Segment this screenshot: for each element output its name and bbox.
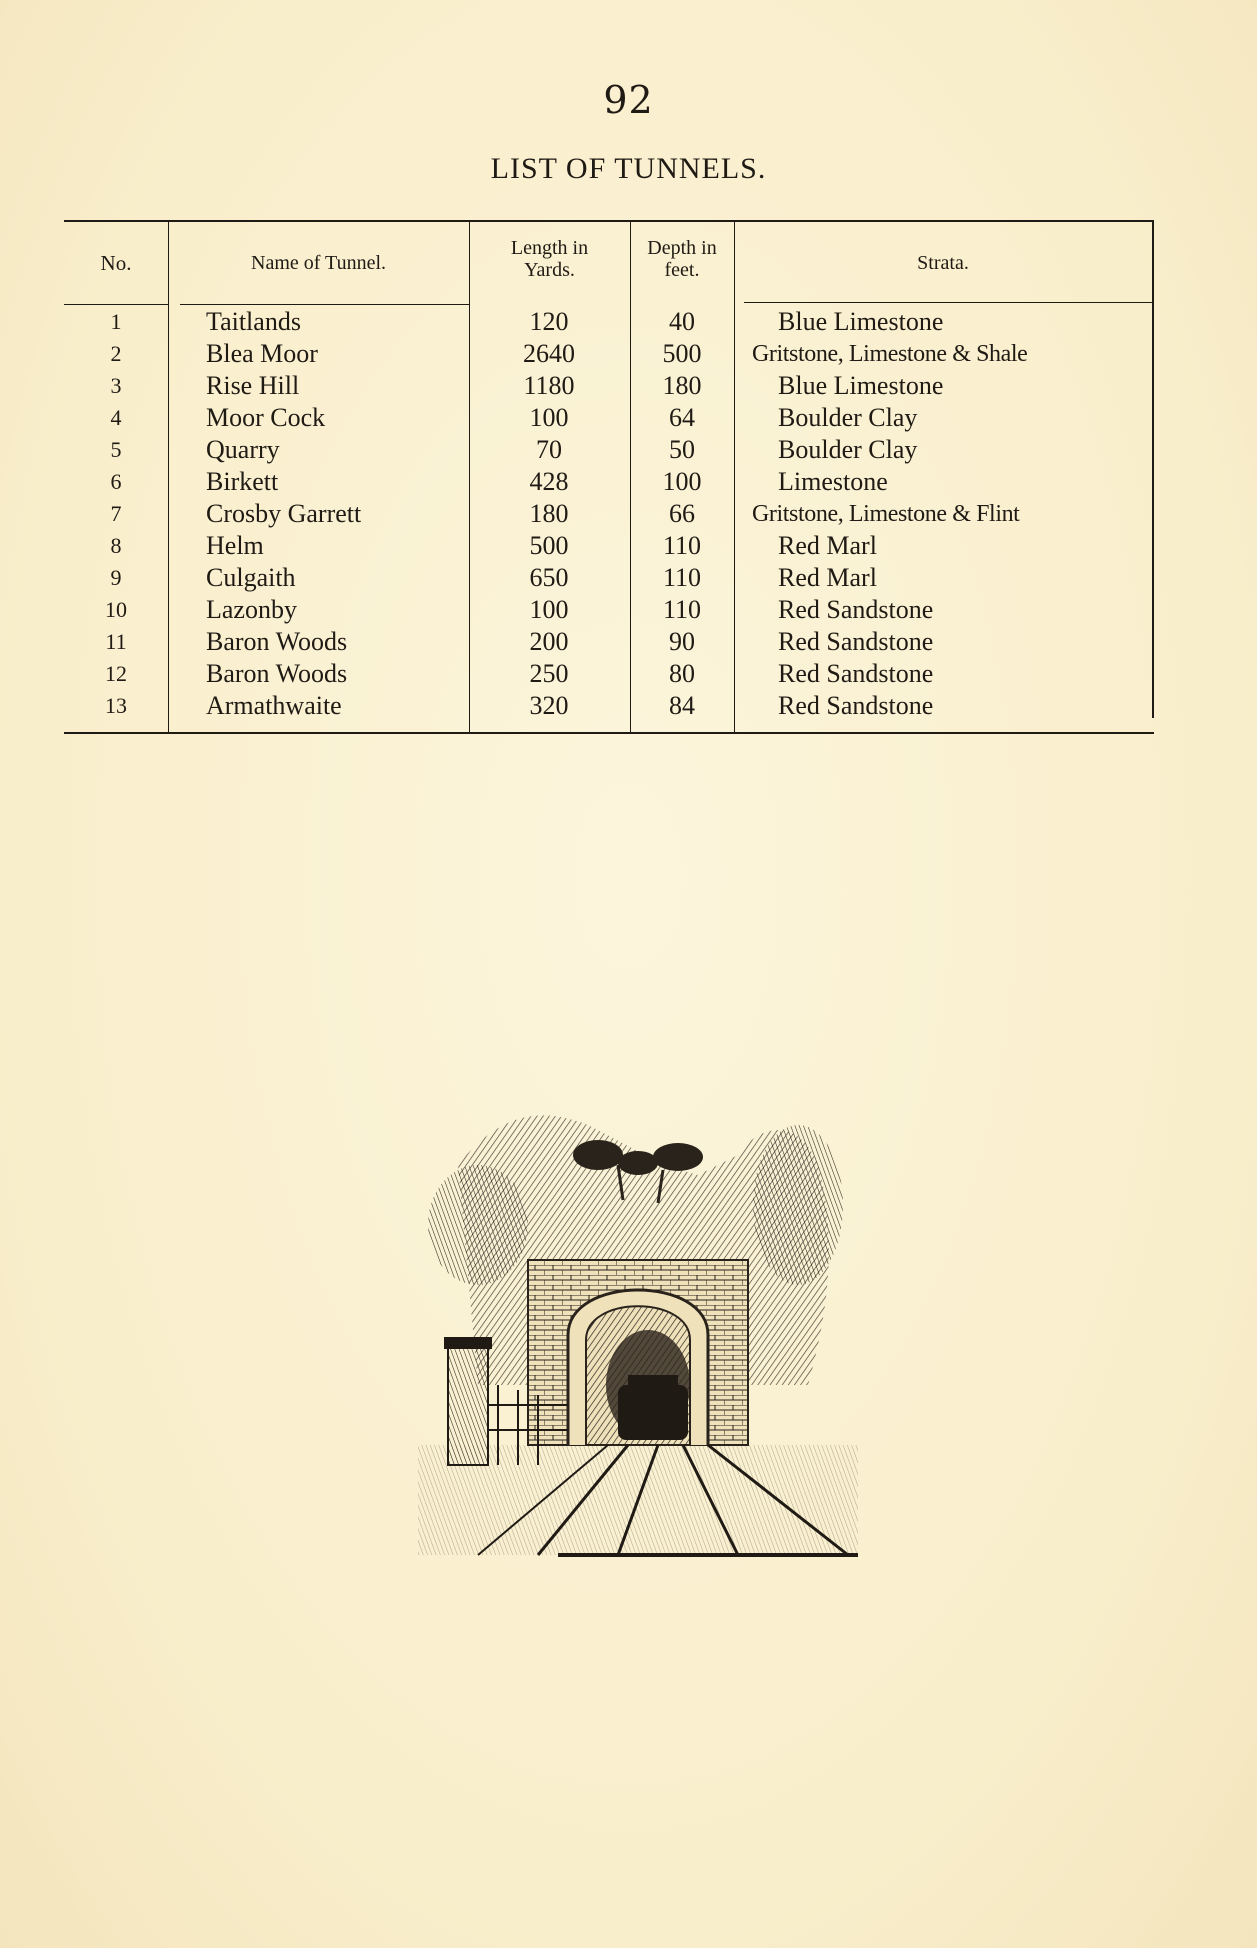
cell-strata: Red Marl	[778, 563, 877, 592]
cell-strata: Red Sandstone	[778, 627, 934, 656]
cell-length: 650	[529, 563, 569, 592]
cell-name: Taitlands	[206, 307, 301, 336]
tunnel-engraving-icon	[418, 1085, 858, 1560]
cell-strata: Red Sandstone	[778, 659, 934, 688]
cell-strata: Boulder Clay	[778, 435, 918, 464]
table-row	[64, 594, 1154, 626]
header-depth	[630, 237, 734, 281]
cell-name: Quarry	[206, 435, 280, 464]
cell-strata: Boulder Clay	[778, 403, 918, 432]
header-rule	[744, 302, 1152, 303]
cell-depth: 180	[662, 371, 702, 400]
cell-depth: 100	[662, 467, 702, 496]
header-rule	[64, 304, 168, 305]
cell-depth: 110	[662, 531, 702, 560]
table-row	[64, 530, 1154, 562]
cell-strata: Red Sandstone	[778, 691, 934, 720]
cell-length: 250	[529, 659, 569, 688]
cell-name: Baron Woods	[206, 659, 348, 688]
cell-no: 3	[110, 373, 122, 398]
table-top-rule	[64, 220, 1154, 222]
header-depth-line1: Depth in	[647, 237, 717, 259]
header-length-line2: Yards.	[524, 259, 575, 281]
cell-length: 120	[529, 307, 569, 336]
cell-length: 100	[529, 403, 569, 432]
table-row	[64, 626, 1154, 658]
cell-name: Culgaith	[206, 563, 296, 592]
cell-depth: 80	[669, 659, 695, 688]
header-depth-line2: feet.	[664, 259, 700, 281]
cell-no: 10	[105, 597, 127, 622]
cell-no: 8	[110, 533, 122, 558]
cell-strata: Red Sandstone	[778, 595, 934, 624]
cell-length: 320	[529, 691, 569, 720]
table-bottom-rule	[64, 732, 1154, 734]
cell-name: Rise Hill	[206, 371, 300, 400]
cell-length: 200	[529, 627, 569, 656]
page-title: LIST OF TUNNELS.	[490, 152, 767, 185]
cell-name: Armathwaite	[206, 691, 342, 720]
table-row	[64, 306, 1154, 338]
tunnels-table	[64, 220, 1154, 734]
cell-length: 100	[529, 595, 569, 624]
cell-no: 2	[110, 341, 122, 366]
header-strata: Strata.	[917, 252, 969, 274]
cell-depth: 64	[669, 403, 695, 432]
table-row	[64, 466, 1154, 498]
header-length	[469, 237, 630, 281]
cell-name: Moor Cock	[206, 403, 326, 432]
cell-no: 12	[105, 661, 127, 686]
table-row	[64, 562, 1154, 594]
cell-no: 7	[110, 501, 122, 526]
cell-strata: Blue Limestone	[778, 307, 944, 336]
cell-name: Blea Moor	[206, 339, 318, 368]
cell-depth: 500	[662, 339, 702, 368]
table-row	[64, 370, 1154, 402]
cell-no: 5	[110, 437, 122, 462]
cell-strata: Limestone	[778, 467, 888, 496]
cell-depth: 50	[669, 435, 695, 464]
cell-length: 70	[536, 435, 562, 464]
cell-no: 1	[110, 309, 122, 334]
cell-depth: 110	[662, 563, 702, 592]
table-row	[64, 434, 1154, 466]
header-rule	[180, 304, 470, 305]
cell-name: Helm	[206, 531, 264, 560]
cell-depth: 40	[669, 307, 695, 336]
cell-no: 13	[105, 693, 127, 718]
table-row	[64, 402, 1154, 434]
cell-no: 9	[110, 565, 122, 590]
cell-depth: 84	[669, 691, 695, 720]
header-name: Name of Tunnel.	[251, 252, 386, 274]
table-row	[64, 658, 1154, 690]
cell-depth: 110	[662, 595, 702, 624]
header-no: No.	[100, 251, 132, 275]
cell-name: Birkett	[206, 467, 279, 496]
cell-no: 4	[110, 405, 122, 430]
cell-depth: 66	[669, 499, 695, 528]
header-length-line1: Length in	[510, 237, 589, 259]
table-row	[64, 690, 1154, 722]
cell-name: Baron Woods	[206, 627, 348, 656]
cell-name: Crosby Garrett	[206, 499, 362, 528]
cell-no: 6	[110, 469, 122, 494]
cell-length: 500	[529, 531, 569, 560]
page-number: 92	[603, 78, 654, 122]
cell-strata: Gritstone, Limestone & Shale	[752, 341, 1028, 367]
cell-depth: 90	[669, 627, 695, 656]
cell-length: 2640	[523, 339, 575, 368]
cell-length: 1180	[523, 371, 575, 400]
cell-length: 180	[529, 499, 569, 528]
cell-name: Lazonby	[206, 595, 297, 624]
cell-no: 11	[105, 629, 127, 654]
cell-strata: Red Marl	[778, 531, 877, 560]
table-row	[64, 498, 1154, 530]
cell-strata: Blue Limestone	[778, 371, 944, 400]
cell-strata: Gritstone, Limestone & Flint	[752, 501, 1020, 527]
table-row	[64, 338, 1154, 370]
cell-length: 428	[529, 467, 569, 496]
